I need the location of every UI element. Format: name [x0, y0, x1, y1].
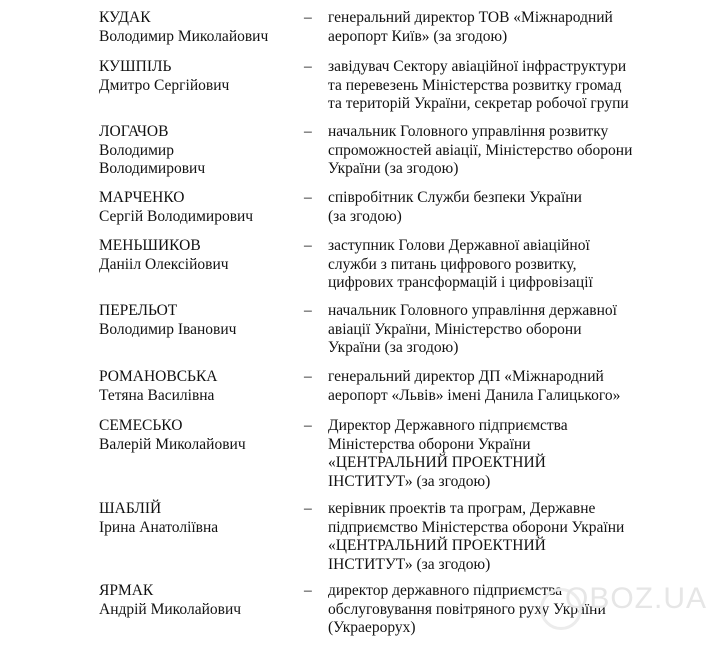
name-line: ЛОГАЧОВ	[99, 123, 169, 140]
name-line: Володимирович	[99, 160, 206, 177]
position-line: співробітник Служби безпеки України	[328, 189, 582, 206]
position-line: Міністерства оборони України	[328, 435, 531, 453]
member-name	[99, 582, 299, 619]
member-name	[99, 9, 299, 46]
position-line: та територій України, секретар робочої групи	[328, 95, 629, 112]
member-name	[99, 58, 299, 95]
position-line: (за згодою)	[328, 207, 402, 225]
position-line: та перевезень Міністерства розвитку громад	[328, 76, 622, 94]
position-line: (Украерорух)	[328, 619, 416, 636]
name-line: КУДАК	[99, 9, 151, 26]
name-line: Сергій Володимирович	[99, 207, 254, 225]
dash-separator: –	[304, 582, 312, 599]
position-line: цифрових трансформацій і цифровізації	[328, 274, 593, 291]
name-line: Володимир	[99, 141, 174, 159]
position-line: Директор Державного підприємства	[328, 417, 568, 434]
position-line: ІНСТИТУТ» (за згодою)	[328, 472, 491, 490]
member-name	[99, 237, 299, 274]
position-line: підприємство Міністерства оборони України	[328, 518, 625, 536]
position-line: генеральний директор ТОВ «Міжнародний	[328, 9, 613, 26]
name-line: ЯРМАК	[99, 582, 154, 599]
dash-separator: –	[304, 417, 312, 434]
position-line: ІНСТИТУТ» (за згодою)	[328, 555, 491, 573]
name-line: Данііл Олексійович	[99, 255, 229, 273]
member-position	[328, 189, 668, 226]
position-line: України (за згодою)	[328, 339, 459, 356]
member-position	[328, 237, 668, 293]
position-line: обслуговування повітряного руху України	[328, 600, 606, 618]
position-line: аеропорт «Львів» імені Данила Галицького»	[328, 386, 621, 404]
name-line: Валерій Миколайович	[99, 435, 246, 453]
member-name	[99, 302, 299, 339]
member-position	[328, 500, 668, 574]
position-line: генеральний директор ДП «Міжнародний	[328, 368, 604, 385]
position-line: керівник проектів та програм, Державне	[328, 500, 596, 517]
member-position	[328, 123, 668, 179]
member-position	[328, 417, 668, 491]
dash-separator: –	[304, 189, 312, 206]
name-line: Володимир Миколайович	[99, 27, 269, 45]
position-line: служби з питань цифрового розвитку,	[328, 255, 577, 273]
dash-separator: –	[304, 9, 312, 26]
name-line: ШАБЛІЙ	[99, 500, 162, 517]
member-name	[99, 500, 299, 537]
position-line: «ЦЕНТРАЛЬНИЙ ПРОЕКТНИЙ	[328, 454, 546, 471]
dash-separator: –	[304, 500, 312, 517]
name-line: МАРЧЕНКО	[99, 189, 185, 206]
position-line: авіації України, Міністерство оборони	[328, 320, 582, 338]
member-position	[328, 368, 668, 405]
name-line: Андрій Миколайович	[99, 600, 242, 618]
position-line: начальник Головного управління розвитку	[328, 123, 609, 140]
name-line: МЕНЬШИКОВ	[99, 237, 201, 254]
name-line: ПЕРЕЛЬОТ	[99, 302, 178, 319]
position-line: заступник Голови Державної авіаційної	[328, 237, 590, 254]
member-name	[99, 123, 299, 179]
member-position	[328, 58, 668, 114]
member-name	[99, 417, 299, 454]
position-line: завідувач Сектору авіаційної інфраструктури	[328, 58, 627, 75]
name-line: СЕМЕСЬКО	[99, 417, 183, 434]
name-line: Тетяна Василівна	[99, 386, 215, 404]
dash-separator: –	[304, 368, 312, 385]
name-line: Ірина Анатоліївна	[99, 518, 219, 536]
dash-separator: –	[304, 302, 312, 319]
member-position	[328, 302, 668, 358]
member-name	[99, 368, 299, 405]
position-line: спроможностей авіації, Міністерство оборони	[328, 141, 633, 159]
name-line: Володимир Іванович	[99, 320, 237, 338]
position-line: начальник Головного управління державної	[328, 302, 617, 319]
name-line: КУШПІЛЬ	[99, 58, 172, 75]
dash-separator: –	[304, 237, 312, 254]
position-line: України (за згодою)	[328, 160, 459, 177]
dash-separator: –	[304, 123, 312, 140]
position-line: аеропорт Київ» (за згодою)	[328, 27, 508, 45]
name-line: РОМАНОВСЬКА	[99, 368, 218, 385]
position-line: «ЦЕНТРАЛЬНИЙ ПРОЕКТНИЙ	[328, 537, 546, 554]
name-line: Дмитро Сергійович	[99, 76, 230, 94]
member-name	[99, 189, 299, 226]
member-position	[328, 9, 668, 46]
dash-separator: –	[304, 58, 312, 75]
watermark: OBOZ.UA	[565, 582, 707, 615]
position-line: директор державного підприємства	[328, 582, 563, 599]
